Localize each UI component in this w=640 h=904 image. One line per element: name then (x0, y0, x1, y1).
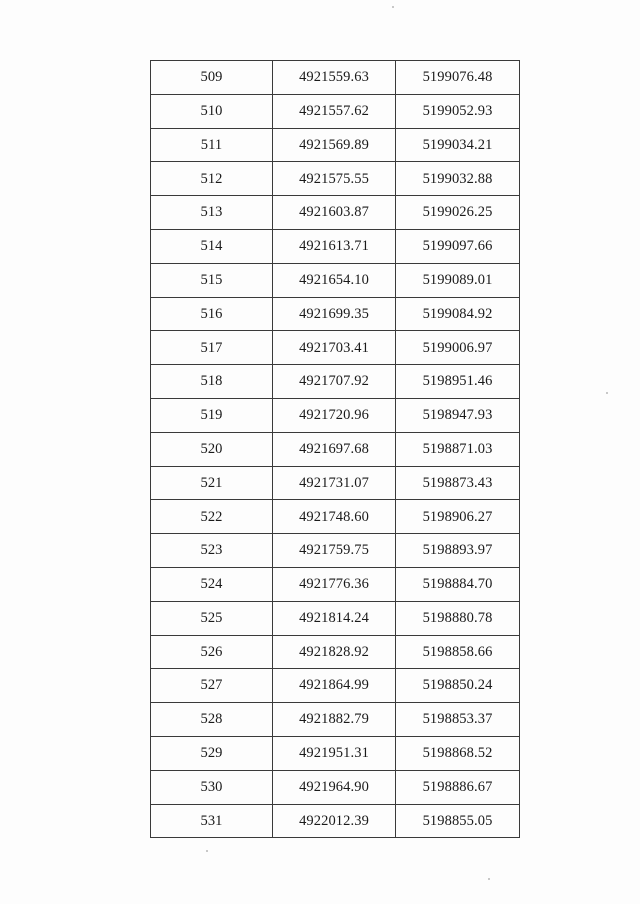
point-number-cell: 527 (151, 669, 273, 703)
y-coordinate-cell: 5199084.92 (396, 297, 520, 331)
x-coordinate-cell: 4921759.75 (273, 534, 396, 568)
table-row (151, 94, 520, 128)
y-coordinate-cell: 5198884.70 (396, 567, 520, 601)
table-row (151, 331, 520, 365)
y-coordinate-cell: 5198947.93 (396, 398, 520, 432)
point-number-cell: 514 (151, 229, 273, 263)
x-coordinate-cell: 4921748.60 (273, 500, 396, 534)
table-row (151, 703, 520, 737)
table-row (151, 534, 520, 568)
scan-speck (606, 392, 608, 394)
y-coordinate-cell: 5198880.78 (396, 601, 520, 635)
coordinate-table-body (151, 61, 520, 838)
x-coordinate-cell: 4921575.55 (273, 162, 396, 196)
y-coordinate-cell: 5198871.03 (396, 432, 520, 466)
table-row (151, 736, 520, 770)
x-coordinate-cell: 4921731.07 (273, 466, 396, 500)
table-row (151, 128, 520, 162)
point-number-cell: 521 (151, 466, 273, 500)
y-coordinate-cell: 5199052.93 (396, 94, 520, 128)
scan-speck (392, 6, 394, 8)
y-coordinate-cell: 5198858.66 (396, 635, 520, 669)
table-row (151, 804, 520, 838)
x-coordinate-cell: 4921703.41 (273, 331, 396, 365)
point-number-cell: 511 (151, 128, 273, 162)
table-row (151, 466, 520, 500)
point-number-cell: 515 (151, 263, 273, 297)
y-coordinate-cell: 5198951.46 (396, 365, 520, 399)
point-number-cell: 510 (151, 94, 273, 128)
y-coordinate-cell: 5198893.97 (396, 534, 520, 568)
x-coordinate-cell: 4921707.92 (273, 365, 396, 399)
y-coordinate-cell: 5199026.25 (396, 196, 520, 230)
table-row (151, 635, 520, 669)
point-number-cell: 530 (151, 770, 273, 804)
y-coordinate-cell: 5198855.05 (396, 804, 520, 838)
table-row (151, 196, 520, 230)
table-row (151, 162, 520, 196)
y-coordinate-cell: 5198906.27 (396, 500, 520, 534)
y-coordinate-cell: 5199097.66 (396, 229, 520, 263)
x-coordinate-cell: 4921964.90 (273, 770, 396, 804)
x-coordinate-cell: 4921613.71 (273, 229, 396, 263)
x-coordinate-cell: 4921654.10 (273, 263, 396, 297)
point-number-cell: 531 (151, 804, 273, 838)
point-number-cell: 524 (151, 567, 273, 601)
x-coordinate-cell: 4921699.35 (273, 297, 396, 331)
y-coordinate-cell: 5198873.43 (396, 466, 520, 500)
point-number-cell: 525 (151, 601, 273, 635)
y-coordinate-cell: 5199076.48 (396, 61, 520, 95)
table-row (151, 567, 520, 601)
table-row (151, 229, 520, 263)
point-number-cell: 523 (151, 534, 273, 568)
point-number-cell: 529 (151, 736, 273, 770)
y-coordinate-cell: 5198850.24 (396, 669, 520, 703)
x-coordinate-cell: 4921569.89 (273, 128, 396, 162)
x-coordinate-cell: 4921697.68 (273, 432, 396, 466)
x-coordinate-cell: 4922012.39 (273, 804, 396, 838)
point-number-cell: 518 (151, 365, 273, 399)
y-coordinate-cell: 5198886.67 (396, 770, 520, 804)
coordinate-table (150, 60, 520, 838)
point-number-cell: 516 (151, 297, 273, 331)
y-coordinate-cell: 5198853.37 (396, 703, 520, 737)
point-number-cell: 519 (151, 398, 273, 432)
table-row (151, 601, 520, 635)
point-number-cell: 509 (151, 61, 273, 95)
x-coordinate-cell: 4921814.24 (273, 601, 396, 635)
table-row (151, 398, 520, 432)
y-coordinate-cell: 5198868.52 (396, 736, 520, 770)
x-coordinate-cell: 4921720.96 (273, 398, 396, 432)
x-coordinate-cell: 4921559.63 (273, 61, 396, 95)
x-coordinate-cell: 4921776.36 (273, 567, 396, 601)
scan-speck (488, 878, 490, 880)
point-number-cell: 522 (151, 500, 273, 534)
table-row (151, 61, 520, 95)
table-row (151, 263, 520, 297)
point-number-cell: 517 (151, 331, 273, 365)
x-coordinate-cell: 4921882.79 (273, 703, 396, 737)
table-row (151, 432, 520, 466)
x-coordinate-cell: 4921828.92 (273, 635, 396, 669)
table-row (151, 770, 520, 804)
point-number-cell: 526 (151, 635, 273, 669)
y-coordinate-cell: 5199089.01 (396, 263, 520, 297)
table-row (151, 500, 520, 534)
x-coordinate-cell: 4921951.31 (273, 736, 396, 770)
y-coordinate-cell: 5199006.97 (396, 331, 520, 365)
table-row (151, 669, 520, 703)
point-number-cell: 513 (151, 196, 273, 230)
table-row (151, 365, 520, 399)
scan-speck (206, 850, 208, 852)
x-coordinate-cell: 4921603.87 (273, 196, 396, 230)
table-row (151, 297, 520, 331)
y-coordinate-cell: 5199032.88 (396, 162, 520, 196)
point-number-cell: 528 (151, 703, 273, 737)
y-coordinate-cell: 5199034.21 (396, 128, 520, 162)
x-coordinate-cell: 4921864.99 (273, 669, 396, 703)
x-coordinate-cell: 4921557.62 (273, 94, 396, 128)
point-number-cell: 512 (151, 162, 273, 196)
point-number-cell: 520 (151, 432, 273, 466)
